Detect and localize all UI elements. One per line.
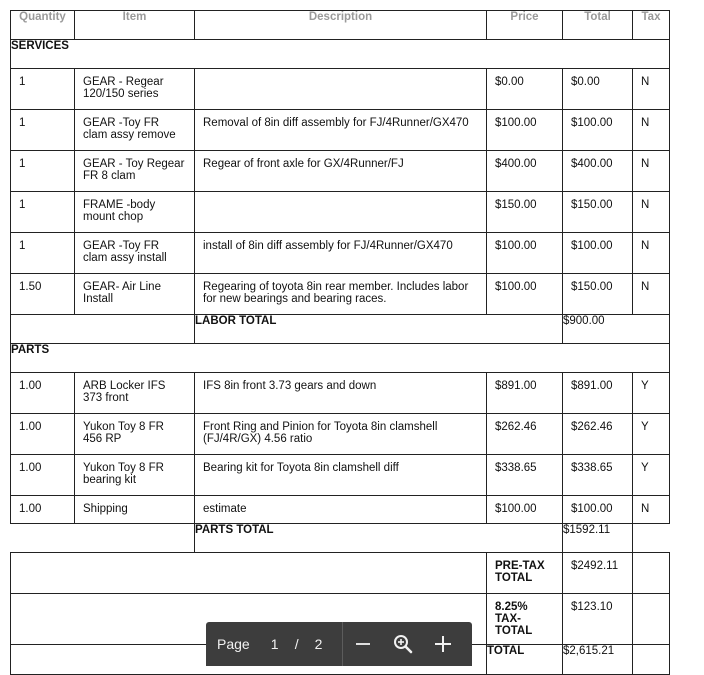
zoom-out-button[interactable] — [343, 622, 383, 666]
page-separator: / — [294, 636, 299, 652]
cell-tax: N — [641, 281, 650, 293]
table-row — [11, 192, 670, 233]
cell-tax: N — [641, 240, 650, 252]
cell-total: $100.00 — [571, 240, 613, 252]
section-label-services: SERVICES — [11, 40, 670, 69]
table-row — [11, 455, 670, 496]
cell-total: $100.00 — [571, 117, 613, 129]
cell-item: Yukon Toy 8 FR bearing kit — [83, 462, 164, 486]
pretax-value: $2492.11 — [571, 560, 619, 572]
invoice-table — [10, 10, 670, 675]
pretax-row — [11, 553, 670, 594]
cell-item: GEAR -Toy FR clam assy install — [83, 240, 167, 264]
table-row — [11, 373, 670, 414]
pdf-page-toolbar — [206, 622, 472, 666]
cell-description: Front Ring and Pinion for Toyota 8in clamshell (FJ/4R/GX) 4.56 ratio — [203, 421, 438, 445]
cell-description — [195, 69, 486, 82]
header-total: Total — [563, 11, 633, 40]
cell-tax: Y — [641, 380, 649, 392]
tax-label: 8.25% TAX- TOTAL — [495, 601, 533, 637]
grand-total-label: TOTAL — [487, 645, 563, 675]
cell-price: $100.00 — [495, 117, 537, 129]
header-row — [11, 11, 670, 40]
parts-total-value: $1592.11 — [563, 524, 633, 553]
zoom-fit-button[interactable] — [383, 622, 423, 666]
cell-item: FRAME -body mount chop — [83, 199, 156, 223]
table-row — [11, 110, 670, 151]
plus-icon — [434, 635, 452, 653]
cell-total: $891.00 — [571, 380, 613, 392]
cell-item: ARB Locker IFS 373 front — [83, 380, 166, 404]
cell-qty: 1 — [19, 240, 26, 252]
cell-description: estimate — [203, 503, 247, 515]
cell-price: $0.00 — [495, 76, 524, 88]
table-row — [11, 233, 670, 274]
total-pages: 2 — [314, 636, 323, 652]
cell-tax: N — [641, 117, 650, 129]
cell-tax: N — [641, 158, 650, 170]
cell-qty: 1 — [19, 158, 26, 170]
pretax-label: PRE-TAX TOTAL — [495, 560, 545, 584]
cell-total: $0.00 — [571, 76, 600, 88]
labor-total-row — [11, 315, 670, 344]
cell-description: Regear of front axle for GX/4Runner/FJ — [203, 158, 404, 170]
table-row — [11, 274, 670, 315]
page-label: Page — [217, 636, 250, 652]
cell-price: $338.65 — [495, 462, 537, 474]
cell-price: $100.00 — [495, 240, 537, 252]
cell-price: $150.00 — [495, 199, 537, 211]
header-price: Price — [487, 11, 563, 40]
parts-total-label: PARTS TOTAL — [195, 524, 563, 553]
labor-total-label: LABOR TOTAL — [195, 315, 563, 344]
cell-tax: N — [641, 199, 650, 211]
cell-item: GEAR -Toy FR clam assy remove — [83, 117, 176, 141]
cell-total: $150.00 — [571, 199, 613, 211]
section-label-parts: PARTS — [11, 344, 670, 373]
header-tax: Tax — [633, 11, 670, 40]
cell-description: Removal of 8in diff assembly for FJ/4Runner/GX470 — [203, 117, 469, 129]
table-row — [11, 414, 670, 455]
cell-total: $150.00 — [571, 281, 613, 293]
cell-price: $100.00 — [495, 281, 537, 293]
minus-icon — [355, 636, 371, 652]
cell-description: IFS 8in front 3.73 gears and down — [203, 380, 377, 392]
cell-price: $891.00 — [495, 380, 537, 392]
cell-item: GEAR - Regear 120/150 series — [83, 76, 164, 100]
cell-item: GEAR - Toy Regear FR 8 clam — [83, 158, 185, 182]
current-page-input[interactable]: 1 — [270, 636, 279, 652]
cell-tax: N — [641, 503, 650, 515]
cell-qty: 1.00 — [19, 462, 42, 474]
cell-item: GEAR- Air Line Install — [83, 281, 161, 305]
cell-total: $100.00 — [571, 503, 613, 515]
cell-price: $262.46 — [495, 421, 537, 433]
cell-total: $262.46 — [571, 421, 613, 433]
cell-description: install of 8in diff assembly for FJ/4Runner/GX470 — [203, 240, 453, 252]
cell-price: $100.00 — [495, 503, 537, 515]
cell-tax: Y — [641, 462, 649, 474]
cell-description: Bearing kit for Toyota 8in clamshell diff — [203, 462, 399, 474]
table-row — [11, 151, 670, 192]
cell-item: Yukon Toy 8 FR 456 RP — [83, 421, 164, 445]
header-description: Description — [195, 11, 487, 40]
cell-total: $338.65 — [571, 462, 613, 474]
cell-qty: 1.00 — [19, 421, 42, 433]
grand-total-value: $2,615.21 — [563, 645, 633, 675]
section-row-parts — [11, 344, 670, 373]
cell-qty: 1.00 — [19, 503, 42, 515]
cell-description — [195, 192, 486, 205]
cell-total: $400.00 — [571, 158, 613, 170]
cell-tax: Y — [641, 421, 649, 433]
cell-description: Regearing of toyota 8in rear member. Includes labor for new bearings and bearing races. — [203, 281, 469, 305]
header-item: Item — [75, 11, 195, 40]
cell-item: Shipping — [83, 503, 128, 515]
invoice-document — [10, 10, 670, 675]
section-row-services — [11, 40, 670, 69]
cell-qty: 1 — [19, 117, 26, 129]
table-row — [11, 496, 670, 524]
cell-qty: 1 — [19, 199, 26, 211]
header-quantity: Quantity — [11, 11, 75, 40]
labor-total-value: $900.00 — [563, 315, 670, 344]
cell-qty: 1 — [19, 76, 26, 88]
cell-tax: N — [641, 76, 650, 88]
cell-qty: 1.00 — [19, 380, 42, 392]
cell-price: $400.00 — [495, 158, 537, 170]
magnifier-plus-icon — [393, 634, 413, 654]
parts-total-row — [11, 524, 670, 553]
tax-value: $123.10 — [571, 601, 613, 613]
cell-qty: 1.50 — [19, 281, 42, 293]
table-row — [11, 69, 670, 110]
zoom-in-button[interactable] — [423, 622, 463, 666]
